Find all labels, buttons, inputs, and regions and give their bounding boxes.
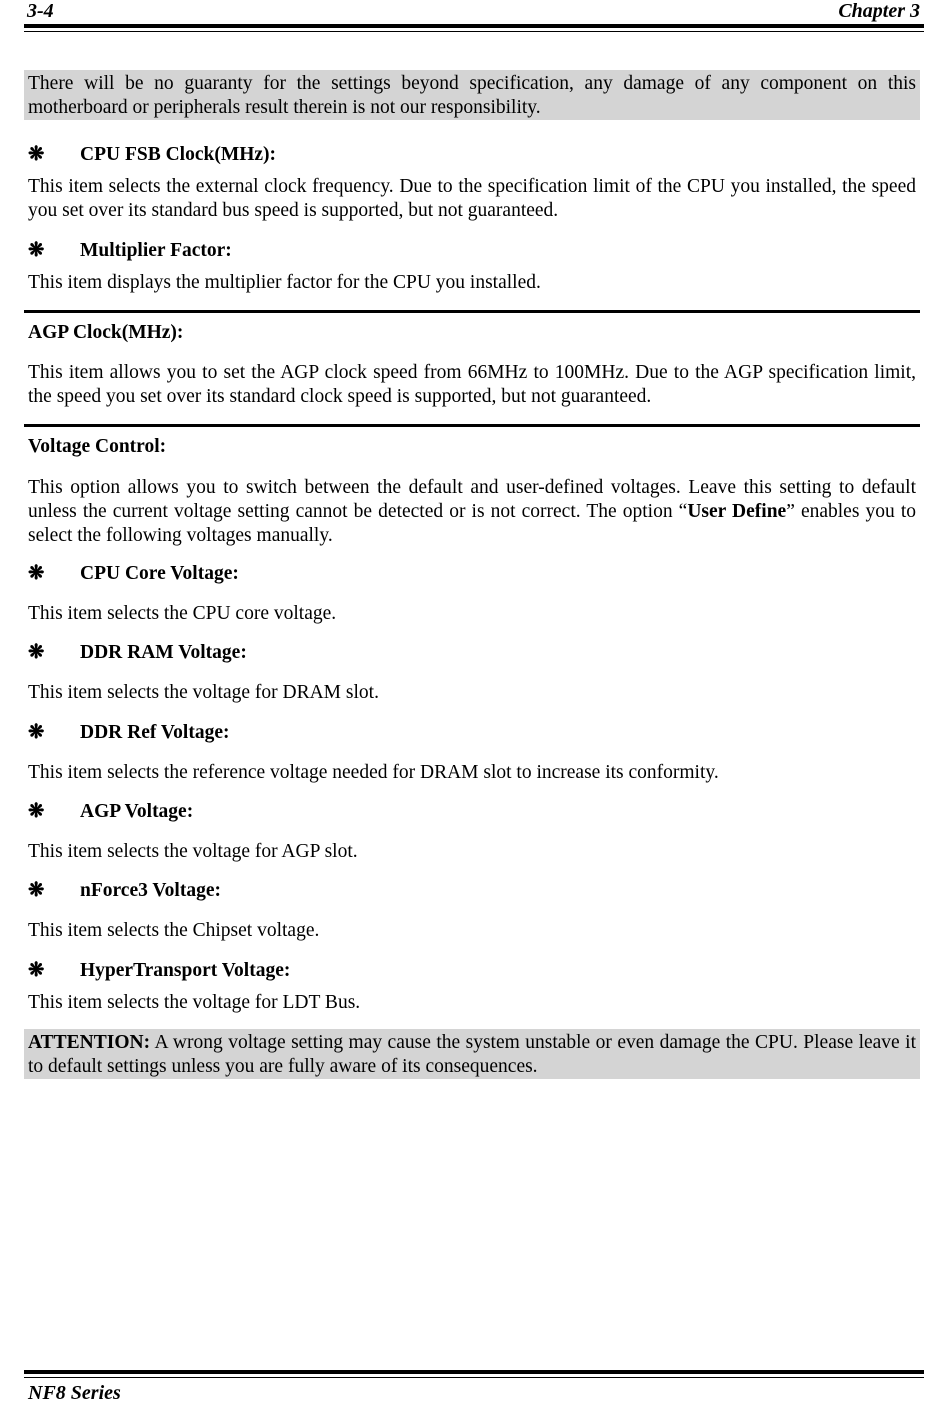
user-define-option: User Define xyxy=(687,501,787,522)
page-number: 3-4 xyxy=(27,0,54,22)
header-rule-thick xyxy=(24,24,924,28)
section-rule xyxy=(24,424,920,427)
bullet-star-icon: ❋ xyxy=(28,144,45,165)
warning-text: There will be no guaranty for the settings beyond specification, any damage of any component on this motherboard or peripherals result therein is not our responsibility. xyxy=(28,73,916,118)
bullet-star-icon: ❋ xyxy=(28,642,45,663)
bullet-star-icon: ❋ xyxy=(28,240,45,261)
section-rule xyxy=(24,310,920,313)
cpu-core-voltage-desc: This item selects the CPU core voltage. xyxy=(28,603,337,624)
bullet-cpu-fsb xyxy=(28,143,276,167)
multiplier-desc: This item displays the multiplier factor for the CPU you installed. xyxy=(28,272,541,293)
attention-text: ATTENTION: A wrong voltage setting may cause the system unstable or even damage the CPU. Please leave it to default settings unless you are fully aware of its consequences. xyxy=(28,1032,916,1077)
nforce3-voltage-desc: This item selects the Chipset voltage. xyxy=(28,920,320,941)
bullet-nforce3-voltage: ❋ nForce3 Voltage: xyxy=(28,880,221,901)
footer-rule-thick xyxy=(24,1370,924,1374)
bullet-agp-voltage: ❋ AGP Voltage: xyxy=(28,801,194,822)
chapter-title: Chapter 3 xyxy=(838,0,920,22)
bullet-ddr-ram-voltage: ❋ DDR RAM Voltage: xyxy=(28,642,247,663)
footer-rule-thin xyxy=(24,1377,924,1378)
agp-clock-title: AGP Clock(MHz): xyxy=(28,322,184,343)
bullet-star-icon: ❋ xyxy=(28,880,45,901)
attention-label: ATTENTION: xyxy=(28,1032,151,1053)
bullet-multiplier xyxy=(28,239,232,263)
agp-voltage-desc: This item selects the voltage for AGP slot. xyxy=(28,841,358,862)
bullet-star-icon: ❋ xyxy=(28,801,45,822)
hypertransport-voltage-desc: This item selects the voltage for LDT Bus. xyxy=(28,992,361,1013)
multiplier-label: Multiplier Factor: xyxy=(80,240,232,261)
ddr-ram-voltage-desc: This item selects the voltage for DRAM slot. xyxy=(28,682,379,703)
bullet-star-icon: ❋ xyxy=(28,960,45,981)
voltage-control-title: Voltage Control: xyxy=(28,436,167,457)
bullet-hypertransport-voltage: ❋ HyperTransport Voltage: xyxy=(28,960,291,981)
bullet-cpu-core-voltage: ❋ CPU Core Voltage: xyxy=(28,563,239,584)
page-header xyxy=(26,0,924,22)
agp-clock-desc: This item allows you to set the AGP clock speed from 66MHz to 100MHz. Due to the AGP specification limit, the speed you set over its standard clock speed is supported, but not guaranteed. xyxy=(28,362,916,407)
bullet-star-icon: ❋ xyxy=(28,722,45,743)
ddr-ref-voltage-desc: This item selects the reference voltage needed for DRAM slot to increase its conformity. xyxy=(28,762,719,783)
cpu-fsb-desc: This item selects the external clock frequency. Due to the specification limit of the CPU you installed, the speed you set over its standard bus speed is supported, but not guaranteed. xyxy=(28,176,916,221)
header-rule-thin xyxy=(24,31,924,32)
bullet-star-icon: ❋ xyxy=(28,563,45,584)
voltage-control-desc: This option allows you to switch between the default and user-defined voltages. Leave this setting to default unless the current voltage setting cannot be detected or is not correct. The option “User Define” enables you to select the following voltages manually. xyxy=(28,477,917,546)
footer-series: NF8 Series xyxy=(28,1382,121,1404)
bullet-ddr-ref-voltage: ❋ DDR Ref Voltage: xyxy=(28,722,230,743)
cpu-fsb-label: CPU FSB Clock(MHz): xyxy=(80,144,277,165)
